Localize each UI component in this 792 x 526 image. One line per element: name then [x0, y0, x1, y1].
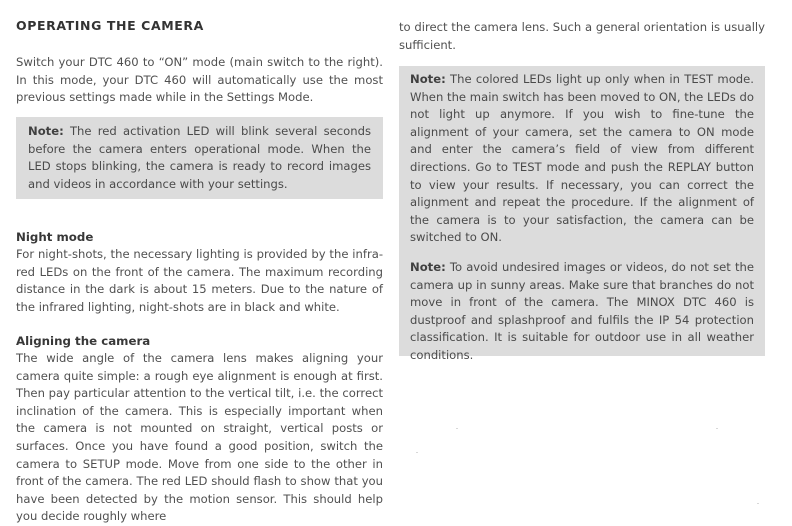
aligning-paragraph: The wide angle of the camera lens makes aligning your camera quite simple: a rough eye alignment is enough at first. Then pay particular attention to the vertical tilt, i.e. the correct inclination of the camera. This is especially important when the camera is not mounted on straight, vertical posts or surfaces. Once you have found a good position, switch the camera to SETUP mode. Move from one side to the other in front of the camera. The red LED should flash to show that you have been detected by the motion sensor. This should help you decide roughly where	[16, 351, 383, 524]
note-label: Note:	[28, 124, 64, 138]
scan-speck	[716, 428, 718, 429]
note-box-activation-led	[16, 117, 383, 199]
note-label: Note:	[410, 259, 446, 274]
scan-speck	[456, 428, 458, 429]
aligning-section	[16, 333, 383, 526]
note-text: To avoid undesired images or videos, do not set the camera up in sunny areas. Make sure that branches do not move in front of the camera. The MINOX DTC 460 is dustproof and splashproof and fulfils the IP 54 protection classification. It is suitable for outdoor use in all weather conditions.	[410, 259, 754, 362]
night-mode-paragraph: For night-shots, the necessary lighting is provided by the infrared LEDs on the front of the camera. The maximum recording distance in the dark is about 15 meters. Due to the nature of the infrared lighting, night-shots are in black and white.	[16, 247, 383, 314]
note-box-alignment	[399, 66, 765, 362]
note-text: The colored LEDs light up only when in TEST mode. When the main switch has been moved to ON, the LEDs do not light up anymore. If you wish to fine-tune the alignment of your camera, set the camera to ON mode and enter the camera’s field of view from different directions. Go to TEST mode and push the REPLAY button to view your results. If necessary, you can correct the alignment and repeat the procedure. If the alignment of the camera is to your satisfaction, the camera can be switched to ON.	[410, 72, 754, 245]
note-paragraph	[410, 71, 754, 247]
continuation-paragraph: to direct the camera lens. Such a general orientation is usually sufficient.	[399, 20, 765, 52]
note-paragraph	[28, 123, 371, 193]
note-label: Note:	[410, 72, 446, 86]
night-mode-section	[16, 229, 383, 316]
scan-speck	[416, 452, 418, 453]
scan-speck	[757, 503, 759, 504]
aligning-heading: Aligning the camera	[16, 334, 151, 348]
intro-paragraph: Switch your DTC 460 to “ON” mode (main switch to the right). In this mode, your DTC 460 will automatically use the most previous settings made while in the Settings Mode.	[16, 55, 383, 105]
night-mode-heading: Night mode	[16, 230, 94, 244]
note-text: The red activation LED will blink several seconds before the camera enters operational mode. When the LED stops blinking, the camera is ready to record images and videos in accordance with your settings.	[28, 124, 371, 191]
section-heading: OPERATING THE CAMERA	[16, 18, 204, 33]
note-paragraph	[410, 259, 754, 365]
